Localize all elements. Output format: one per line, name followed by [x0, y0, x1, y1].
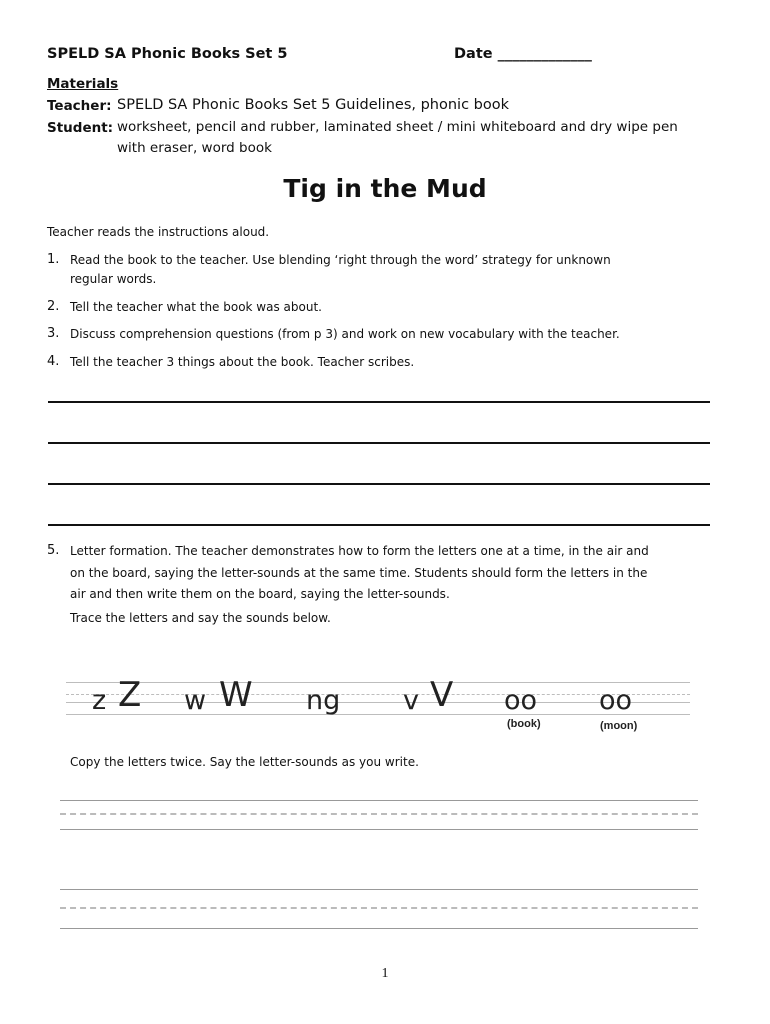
letter-w-upper[interactable]: W — [219, 675, 253, 715]
copy-mid-line[interactable] — [60, 813, 698, 815]
page-title: Tig in the Mud — [283, 174, 487, 203]
step-number: 2. — [47, 299, 60, 314]
materials-heading: Materials — [47, 76, 119, 92]
step-number: 5. — [47, 543, 60, 558]
step-5-line3: air and then write them on the board, saying the letter-sounds. — [70, 587, 450, 601]
copy-base-line[interactable] — [60, 928, 698, 929]
trace-instruction: Trace the letters and say the sounds below. — [70, 611, 331, 625]
letter-v-upper[interactable]: V — [430, 675, 454, 715]
series-title: SPELD SA Phonic Books Set 5 — [47, 46, 288, 62]
writing-line[interactable] — [48, 442, 710, 444]
copy-mid-line[interactable] — [60, 907, 698, 909]
teacher-label: Teacher: — [47, 98, 112, 114]
step-number: 3. — [47, 326, 60, 341]
step-2-text: Tell the teacher what the book was about. — [70, 300, 322, 314]
student-materials-line1: worksheet, pencil and rubber, laminated sheet / mini whiteboard and dry wipe pen — [117, 119, 678, 135]
copy-instruction: Copy the letters twice. Say the letter-sounds as you write. — [70, 755, 419, 769]
letter-z-upper[interactable]: Z — [118, 675, 142, 715]
letter-ng[interactable]: ng — [306, 685, 341, 716]
writing-line[interactable] — [48, 524, 710, 526]
guide-mid-line — [66, 694, 690, 695]
letter-oo-book[interactable]: oo — [504, 685, 538, 716]
copy-top-line[interactable] — [60, 889, 698, 890]
letter-z-lower[interactable]: z — [92, 685, 107, 716]
step-3-text: Discuss comprehension questions (from p 3) and work on new vocabulary with the teacher. — [70, 327, 620, 341]
step-4-text: Tell the teacher 3 things about the book. Teacher scribes. — [70, 355, 415, 369]
guide-mid-line — [66, 702, 690, 703]
step-number: 1. — [47, 252, 60, 267]
letter-v-lower[interactable]: v — [403, 685, 419, 716]
guide-top-line — [66, 682, 690, 683]
student-materials-line2: with eraser, word book — [117, 140, 272, 156]
step-5-line1: Letter formation. The teacher demonstrates how to form the letters one at a time, in the air and — [70, 544, 649, 558]
copy-top-line[interactable] — [60, 800, 698, 801]
intro-text: Teacher reads the instructions aloud. — [47, 225, 270, 239]
page-number: 1 — [381, 966, 389, 981]
writing-line[interactable] — [48, 483, 710, 485]
copy-base-line[interactable] — [60, 829, 698, 830]
oo-book-note: (book) — [507, 718, 541, 730]
letter-oo-moon[interactable]: oo — [599, 685, 633, 716]
date-field: Date _____________ — [454, 46, 592, 62]
writing-line[interactable] — [48, 401, 710, 403]
step-1-line1: Read the book to the teacher. Use blending ‘right through the word’ strategy for unknown — [70, 253, 611, 267]
step-1-line2: regular words. — [70, 272, 157, 286]
teacher-materials: SPELD SA Phonic Books Set 5 Guidelines, phonic book — [117, 97, 510, 113]
student-label: Student: — [47, 120, 114, 136]
oo-moon-note: (moon) — [600, 720, 638, 732]
step-number: 4. — [47, 354, 60, 369]
letter-w-lower[interactable]: w — [184, 685, 207, 716]
step-5-line2: on the board, saying the letter-sounds at the same time. Students should form the letters in the — [70, 566, 648, 580]
guide-base-line — [66, 714, 690, 715]
